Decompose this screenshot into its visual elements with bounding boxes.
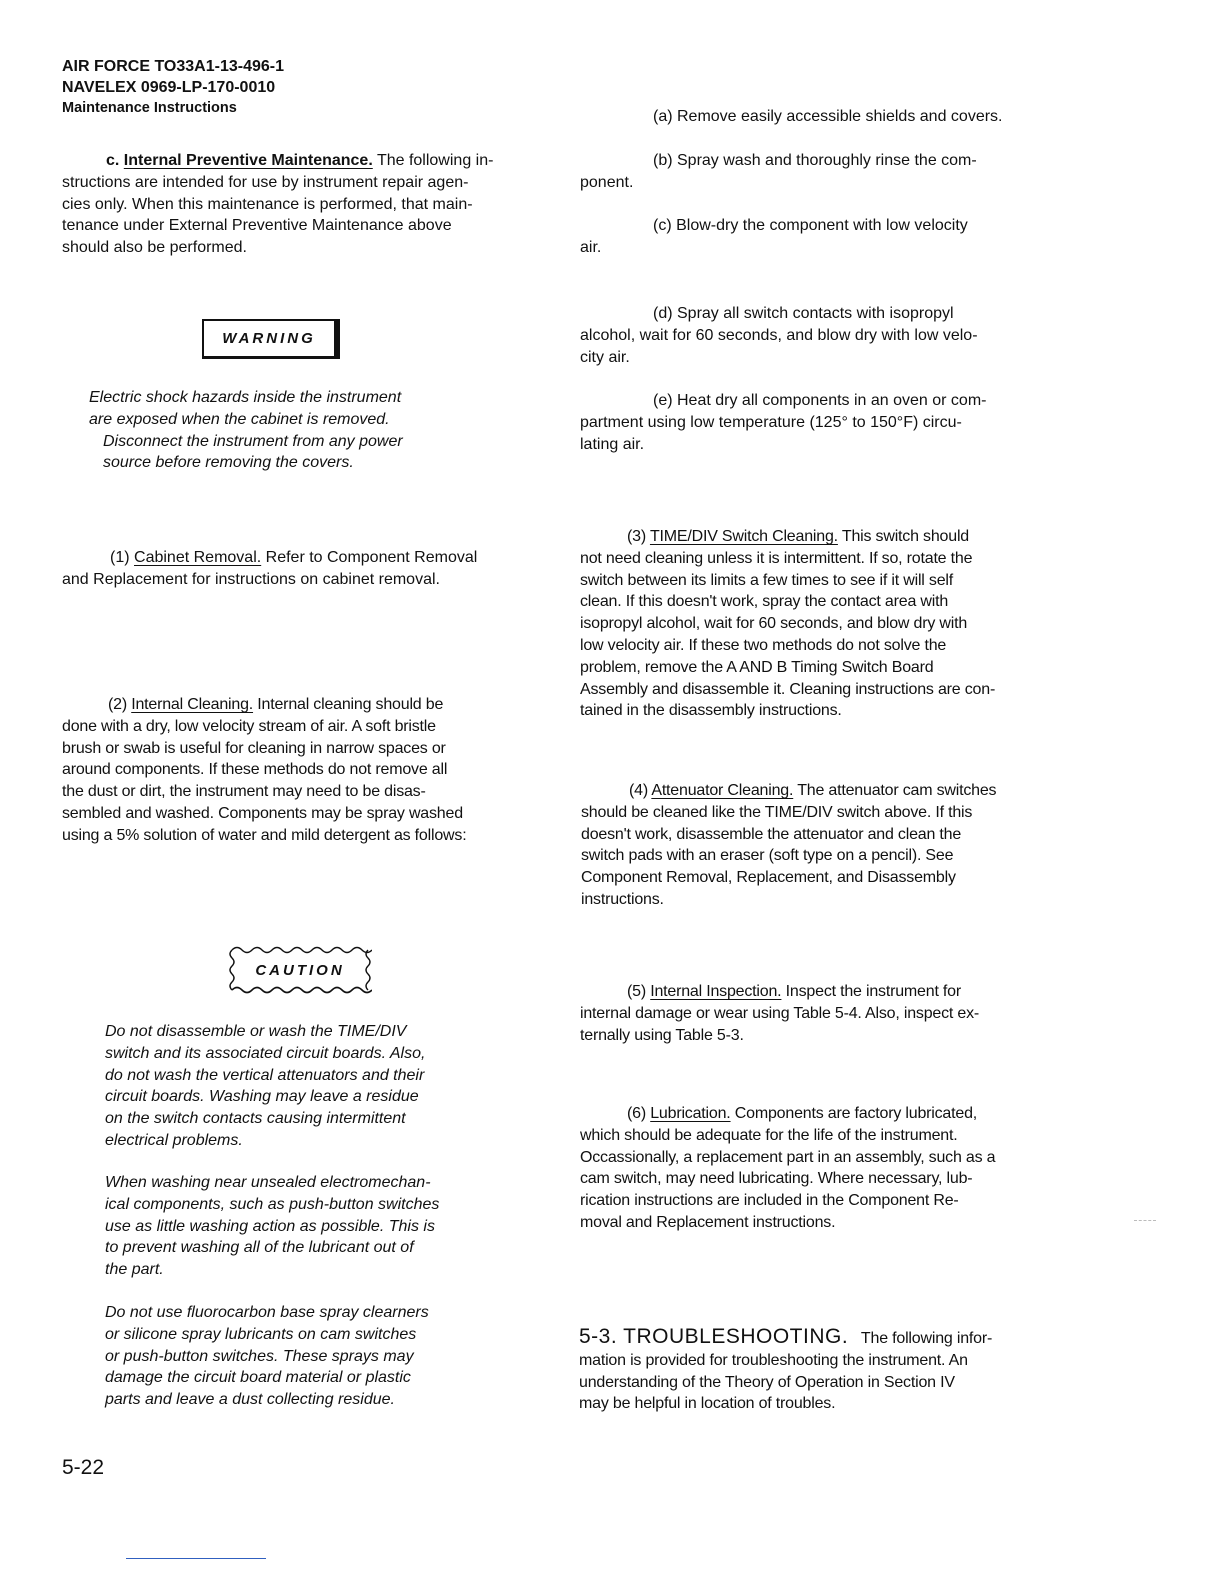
- text-line: the part.: [105, 1261, 164, 1279]
- text-line: brush or swab is useful for cleaning in narrow spaces or: [62, 739, 446, 757]
- text-line: cies only. When this maintenance is performed, that main-: [62, 195, 473, 213]
- text-line: sembled and washed. Components may be spray washed: [62, 804, 463, 822]
- text-line: tained in the disassembly instructions.: [580, 702, 842, 720]
- item-number: (3): [627, 528, 646, 545]
- caution-text-2: [105, 1172, 525, 1281]
- text-line: switch between its limits a few times to see if it will self: [580, 571, 954, 589]
- text-line: When washing near unsealed electromechan-: [105, 1174, 431, 1191]
- text-line: structions are intended for use by instrument repair agen-: [62, 173, 469, 191]
- doc-id-air-force: AIR FORCE TO33A1-13-496-1: [62, 58, 284, 75]
- step-a: [580, 106, 1080, 128]
- section-title: Internal Preventive Maintenance.: [123, 152, 373, 169]
- text-line: instructions.: [581, 890, 664, 908]
- warning-label-box: [202, 319, 340, 359]
- text-line: This switch should: [841, 528, 969, 545]
- text-line: using a 5% solution of water and mild detergent as follows:: [62, 826, 467, 844]
- text-line: (b) Spray wash and thoroughly rinse the com-: [653, 152, 977, 169]
- text-line: which should be adequate for the life of the instrument.: [580, 1126, 958, 1144]
- section-title: Lubrication.: [650, 1105, 731, 1122]
- time-div-switch-cleaning-paragraph: [580, 526, 1080, 722]
- text-line: doesn't work, disassemble the attenuator and clean the: [581, 825, 962, 843]
- text-line: parts and leave a dust collecting residue.: [105, 1391, 395, 1409]
- text-line: damage the circuit board material or plastic: [105, 1369, 411, 1387]
- section-title: Internal Cleaning.: [131, 696, 254, 713]
- lubrication-paragraph: [580, 1103, 1080, 1234]
- internal-inspection-paragraph: [580, 981, 1080, 1046]
- text-line: do not wash the vertical attenuators and their: [105, 1066, 425, 1084]
- text-line: source before removing the covers.: [103, 454, 354, 472]
- caution-text-3: [105, 1302, 525, 1411]
- caution-text-1: [105, 1021, 525, 1152]
- internal-cleaning-paragraph: [62, 694, 542, 847]
- scan-artifact: [1134, 1220, 1156, 1221]
- text-line: to prevent washing all of the lubricant out of: [105, 1239, 414, 1257]
- section-title: Internal Inspection.: [650, 983, 782, 1000]
- step-c: [580, 215, 1080, 259]
- text-line: ical components, such as push-button switches: [105, 1195, 440, 1213]
- text-line: low velocity air. If these two methods do not solve the: [580, 636, 947, 654]
- text-line: around components. If these methods do not remove all: [62, 761, 448, 779]
- item-letter: c.: [106, 152, 120, 169]
- step-e: [580, 390, 1080, 455]
- text-line: air.: [580, 238, 602, 256]
- text-line: internal damage or wear using Table 5-4. Also, inspect ex-: [580, 1004, 980, 1022]
- text-line: clean. If this doesn't work, spray the contact area with: [580, 593, 949, 611]
- warning-label: WARNING: [222, 330, 316, 347]
- text-line: rication instructions are included in the Component Re-: [580, 1192, 959, 1210]
- item-number: (5): [627, 983, 646, 1000]
- section-title: TIME/DIV Switch Cleaning.: [649, 528, 838, 545]
- text-line: (d) Spray all switch contacts with isopropyl: [653, 305, 954, 322]
- text-line: Assembly and disassemble it. Cleaning instructions are con-: [580, 680, 996, 698]
- footer-rule: [126, 1558, 266, 1559]
- section-title: Attenuator Cleaning.: [651, 782, 794, 799]
- text-line: on the switch contacts causing intermittent: [105, 1110, 406, 1128]
- text-line: should also be performed.: [62, 239, 247, 257]
- text-line: (a) Remove easily accessible shields and covers.: [653, 108, 1003, 125]
- text-line: Internal cleaning should be: [257, 696, 444, 713]
- section-title: Cabinet Removal.: [134, 549, 262, 566]
- text-line: ternally using Table 5-3.: [580, 1026, 744, 1044]
- text-line: Inspect the instrument for: [785, 983, 962, 1000]
- doc-id-navelex: NAVELEX 0969-LP-170-0010: [62, 79, 276, 96]
- text-line: alcohol, wait for 60 seconds, and blow dry with low velo-: [580, 326, 978, 344]
- text-line: tenance under External Preventive Maintenance above: [62, 217, 452, 235]
- text-line: lating air.: [580, 435, 645, 453]
- text-line: Do not use fluorocarbon base spray clearners: [105, 1304, 429, 1321]
- text-line: moval and Replacement instructions.: [580, 1213, 836, 1231]
- text-line: done with a dry, low velocity stream of air. A soft bristle: [62, 717, 436, 735]
- cabinet-removal-paragraph: [62, 547, 542, 591]
- text-line: The attenuator cam switches: [797, 782, 997, 799]
- step-d: [580, 303, 1080, 368]
- text-line: not need cleaning unless it is intermittent. If so, rotate the: [580, 549, 973, 567]
- text-line: isopropyl alcohol, wait for 60 seconds, and blow dry with: [580, 615, 968, 633]
- text-line: electrical problems.: [105, 1131, 243, 1149]
- item-number: (4): [629, 782, 648, 799]
- item-number: (6): [627, 1105, 646, 1122]
- text-line: switch and its associated circuit boards. Also,: [105, 1044, 426, 1062]
- item-number: (1): [110, 549, 130, 566]
- text-line: The following infor-: [860, 1330, 993, 1347]
- text-line: or silicone spray lubricants on cam switches: [105, 1325, 417, 1343]
- text-line: the dust or dirt, the instrument may need to be disas-: [62, 783, 426, 801]
- caution-label-box: [228, 944, 372, 996]
- text-line: Component Removal, Replacement, and Disassembly: [581, 869, 956, 887]
- text-line: and Replacement for instructions on cabinet removal.: [62, 570, 440, 588]
- internal-preventive-maintenance-paragraph: [62, 150, 542, 259]
- doc-subtitle: Maintenance Instructions: [62, 100, 237, 116]
- text-line: switch pads with an eraser (soft type on a pencil). See: [581, 847, 954, 865]
- attenuator-cleaning-paragraph: [581, 780, 1081, 911]
- text-line: are exposed when the cabinet is removed.: [89, 410, 390, 428]
- text-line: use as little washing action as possible. This is: [105, 1217, 435, 1235]
- text-line: ponent.: [580, 173, 634, 191]
- text-line: Electric shock hazards inside the instrument: [89, 389, 402, 406]
- text-line: circuit boards. Washing may leave a residue: [105, 1088, 419, 1106]
- warning-text: [89, 387, 509, 474]
- text-line: may be helpful in location of troubles.: [579, 1395, 836, 1413]
- text-line: Do not disassemble or wash the TIME/DIV: [105, 1023, 407, 1040]
- text-line: cam switch, may need lubricating. Where necessary, lub-: [580, 1170, 973, 1188]
- step-b: [580, 150, 1080, 194]
- troubleshooting-section: [579, 1326, 1079, 1415]
- text-line: (c) Blow-dry the component with low velocity: [653, 217, 968, 234]
- caution-label: CAUTION: [255, 961, 345, 979]
- text-line: city air.: [580, 348, 630, 366]
- section-heading: 5-3. TROUBLESHOOTING.: [579, 1325, 849, 1348]
- text-line: partment using low temperature (125° to 150°F) circu-: [580, 413, 962, 431]
- text-line: problem, remove the A AND B Timing Switch Board: [580, 658, 934, 676]
- text-line: Disconnect the instrument from any power: [103, 432, 403, 450]
- text-line: The following in-: [376, 152, 494, 169]
- text-line: Components are factory lubricated,: [734, 1105, 978, 1122]
- text-line: mation is provided for troubleshooting the instrument. An: [579, 1351, 968, 1369]
- text-line: understanding of the Theory of Operation in Section IV: [579, 1373, 955, 1391]
- text-line: (e) Heat dry all components in an oven or com-: [653, 392, 987, 409]
- page-number: 5-22: [62, 1456, 105, 1479]
- text-line: Occassionally, a replacement part in an assembly, such as a: [580, 1148, 996, 1166]
- text-line: Refer to Component Removal: [265, 549, 478, 566]
- text-line: should be cleaned like the TIME/DIV switch above. If this: [581, 803, 973, 821]
- item-number: (2): [108, 696, 127, 713]
- text-line: or push-button switches. These sprays may: [105, 1347, 414, 1365]
